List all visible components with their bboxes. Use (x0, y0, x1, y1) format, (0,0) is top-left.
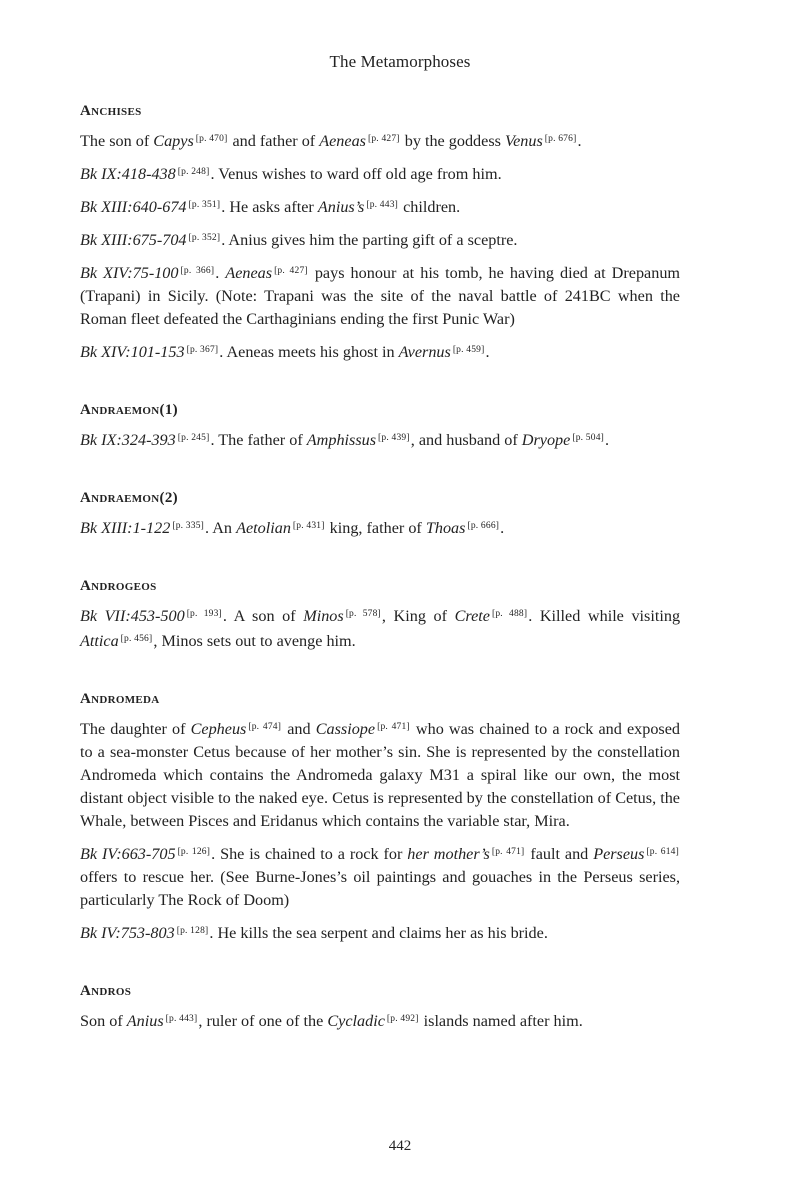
body-text: . She is chained to a rock for (211, 845, 408, 863)
glossary-content (80, 100, 680, 1068)
entry-paragraph (80, 227, 680, 252)
entry-heading: Andraemon(1) (80, 402, 178, 418)
italic-reference: Bk XIV:75-100 (80, 264, 179, 282)
page-reference: [p. 427] (274, 266, 308, 276)
italic-reference: Aeneas (319, 132, 366, 150)
italic-reference: Bk IX:324-393 (80, 431, 176, 449)
entry-heading: Andraemon(2) (80, 490, 178, 506)
entry-paragraph (80, 716, 680, 833)
italic-reference: Cycladic (327, 1012, 385, 1030)
italic-reference: Anius (126, 1012, 164, 1030)
entry-paragraph (80, 1008, 680, 1033)
body-text: islands named after him. (419, 1012, 583, 1030)
glossary-entry (80, 100, 680, 364)
glossary-entry (80, 688, 680, 945)
italic-reference: Crete (454, 607, 490, 625)
body-text: . Venus wishes to ward off old age from him. (210, 165, 502, 183)
entry-paragraph (80, 841, 680, 912)
glossary-entry (80, 487, 680, 540)
glossary-entry (80, 980, 680, 1033)
body-text: , and husband of (410, 431, 522, 449)
body-text: . He asks after (221, 198, 318, 216)
body-text: children. (399, 198, 461, 216)
body-text: The son of (80, 132, 154, 150)
italic-reference: Bk IX:418-438 (80, 165, 176, 183)
page-reference: [p. 351] (188, 200, 221, 210)
body-text: . Anius gives him the parting gift of a sceptre. (221, 231, 518, 249)
page-reference: [p. 492] (386, 1014, 419, 1024)
page-reference: [p. 504] (572, 433, 605, 443)
italic-reference: Cepheus (190, 720, 247, 738)
body-text: . A son of (222, 607, 304, 625)
page-reference: [p. 488] (491, 609, 528, 619)
body-text: . (577, 132, 582, 150)
page-reference: [p. 471] (377, 722, 410, 732)
body-text: king, father of (325, 519, 426, 537)
italic-reference: Bk VII:453-500 (80, 607, 185, 625)
italic-reference: Venus (504, 132, 543, 150)
body-text: , ruler of one of the (198, 1012, 328, 1030)
page-reference: [p. 578] (345, 609, 381, 619)
page-reference: [p. 245] (177, 433, 210, 443)
page-reference: [p. 335] (172, 521, 205, 531)
italic-reference: Aeneas (225, 264, 273, 282)
entry-paragraph (80, 603, 680, 653)
italic-reference: Thoas (425, 519, 466, 537)
page-reference: [p. 352] (188, 233, 221, 243)
italic-reference: Attica (80, 632, 119, 650)
page-reference: [p. 427] (367, 134, 400, 144)
page-reference: [p. 471] (491, 847, 525, 857)
italic-reference: Bk XIII:640-674 (80, 198, 187, 216)
italic-reference: Amphissus (306, 431, 377, 449)
italic-reference: Bk IV:753-803 (80, 924, 175, 942)
body-text: and (282, 720, 316, 738)
entry-paragraph (80, 260, 680, 331)
page-reference: [p. 193] (186, 609, 222, 619)
body-text: . Aeneas meets his ghost in (219, 343, 399, 361)
page-reference: [p. 470] (195, 134, 228, 144)
entry-paragraph (80, 128, 680, 153)
body-text: fault and (525, 845, 594, 863)
page-reference: [p. 431] (292, 521, 325, 531)
page-reference: [p. 128] (176, 926, 209, 936)
italic-reference: Avernus (398, 343, 451, 361)
body-text: . (500, 519, 505, 537)
page-reference: [p. 443] (165, 1014, 198, 1024)
body-text: . Killed while visiting (528, 607, 681, 625)
body-text: offers to rescue her. (See Burne-Jones’s oil paintings and gouaches in the Perseus series, particularly The Rock of Doom) (80, 868, 680, 909)
italic-reference: Bk XIII:1-122 (80, 519, 171, 537)
italic-reference: Bk XIII:675-704 (80, 231, 187, 249)
italic-reference: Aetolian (236, 519, 291, 537)
glossary-entry (80, 575, 680, 653)
page-reference: [p. 248] (177, 167, 210, 177)
entry-heading: Andros (80, 983, 132, 999)
entry-paragraph (80, 194, 680, 219)
entry-paragraph (80, 427, 680, 452)
italic-reference: her mother’s (407, 845, 490, 863)
page-reference: [p. 456] (120, 634, 153, 644)
body-text: , King of (381, 607, 455, 625)
page-reference: [p. 614] (646, 847, 679, 857)
page-reference: [p. 366] (180, 266, 215, 276)
body-text: by the goddess (400, 132, 505, 150)
body-text: . (605, 431, 610, 449)
italic-reference: Anius’s (317, 198, 365, 216)
italic-reference: Capys (153, 132, 194, 150)
body-text: The daughter of (80, 720, 191, 738)
page-reference: [p. 443] (366, 200, 399, 210)
body-text: . An (205, 519, 237, 537)
page-reference: [p. 367] (186, 345, 219, 355)
page-reference: [p. 676] (544, 134, 577, 144)
italic-reference: Perseus (593, 845, 645, 863)
page-number: 442 (388, 1138, 412, 1154)
entry-heading: Anchises (80, 103, 142, 119)
italic-reference: Cassiope (315, 720, 376, 738)
body-text: . He kills the sea serpent and claims her as his bride. (209, 924, 548, 942)
entry-paragraph (80, 515, 680, 540)
body-text: , Minos sets out to avenge him. (153, 632, 356, 650)
entry-paragraph (80, 161, 680, 186)
body-text: . The father of (210, 431, 307, 449)
page-reference: [p. 439] (378, 433, 410, 443)
body-text: Son of (80, 1012, 127, 1030)
page-reference: [p. 474] (248, 722, 282, 732)
entry-paragraph (80, 339, 680, 364)
italic-reference: Bk XIV:101-153 (80, 343, 185, 361)
glossary-entry (80, 399, 680, 452)
italic-reference: Dryope (521, 431, 571, 449)
entry-heading: Andromeda (80, 691, 160, 707)
body-text: who was chained to a rock and exposed to a sea-monster Cetus because of her mother’s sin. She is represented by the constellation Andromeda which contains the Andromeda galaxy M31 a spiral like our own, the most distant object visible to the naked eye. Cetus is represented by the constellation of Cetus, the Whale, between Pisces and Eridanus which contains the variable star, Mira. (80, 720, 681, 830)
body-text: and father of (228, 132, 320, 150)
running-head: The Metamorphoses (329, 52, 471, 71)
italic-reference: Bk IV:663-705 (80, 845, 176, 863)
page-reference: [p. 126] (177, 847, 211, 857)
page-reference: [p. 459] (452, 345, 485, 355)
body-text: pays honour at his tomb, he having died at Drepanum (Trapani) in Sicily. (Note: Trapani was the site of the naval battle of 241BC when the Roman fleet defeated the Carthaginians ending the first Punic War) (80, 264, 681, 328)
body-text: . (215, 264, 226, 282)
page-reference: [p. 666] (467, 521, 500, 531)
body-text: . (485, 343, 490, 361)
entry-paragraph (80, 920, 680, 945)
italic-reference: Minos (303, 607, 344, 625)
entry-heading: Androgeos (80, 578, 157, 594)
